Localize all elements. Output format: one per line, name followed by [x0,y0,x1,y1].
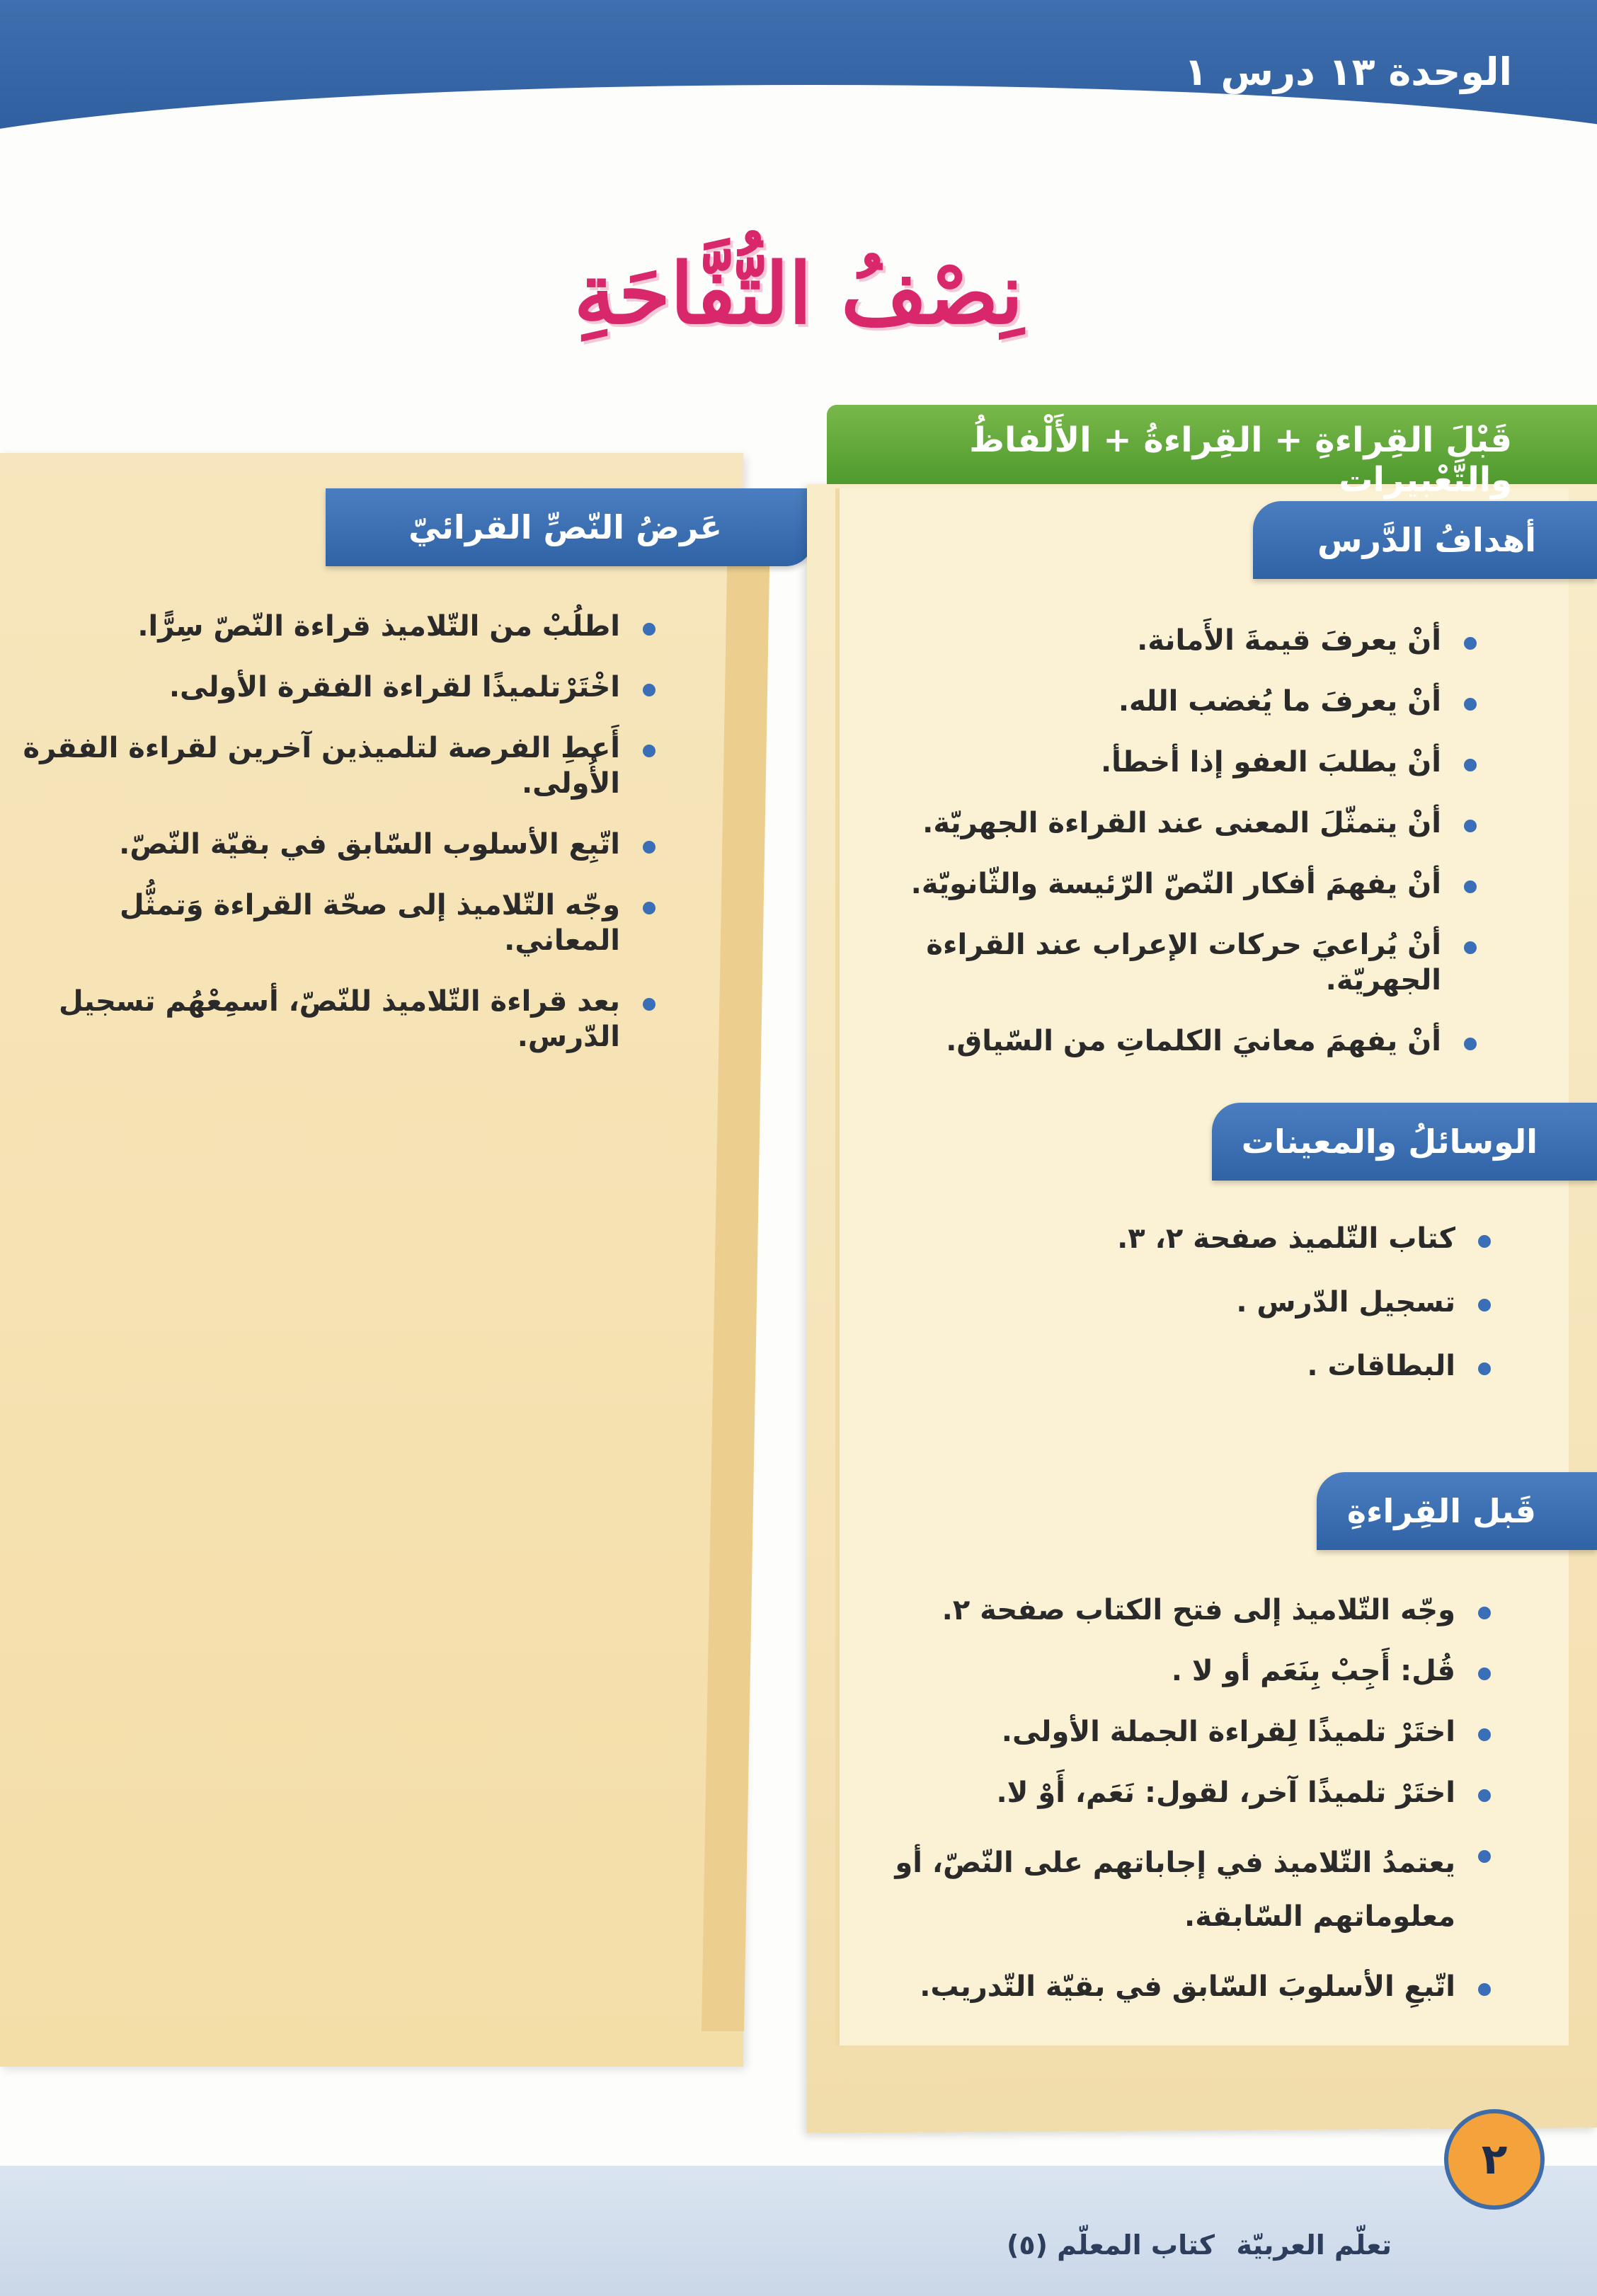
presentation-heading: عَرضُ النّصِّ القرائيّ [326,488,814,566]
list-item: وجّه التّلاميذ إلى صحّة القراءة وَتمثُّل المعاني. [18,888,656,958]
list-item: أَعطِ الفرصة لتلميذين آخرين لقراءة الفقرة الأُولى. [18,730,656,801]
objectives-heading: أهدافُ الدَّرس [1253,501,1597,579]
unit-lesson-label: الوحدة ١٣ درس ١ [1184,50,1512,94]
list-item: قُل: أَجِبْ بِنَعَم أو لا . [818,1653,1491,1689]
list-item: البطاقات . [818,1348,1491,1384]
list-item: اختَرْ تلميذًا آخر، لقول: نَعَم، أَوْ لا. [818,1775,1491,1810]
list-item: وجّه التّلاميذ إلى فتح الكتاب صفحة ٢. [818,1592,1491,1628]
list-item: أنْ يعرفَ ما يُغضب الله. [804,684,1477,719]
header-curve [0,85,1597,269]
lesson-title: نِصْفُ التُّفَّاحَةِ [573,244,1024,343]
list-item: أنْ يفهمَ أفكار النّصّ الرّئيسة والثّانويّة. [804,866,1477,902]
list-item: يعتمدُ التّلاميذ في إجاباتهم على النّصّ، أو معلوماتهم السّابقة. [818,1836,1491,1944]
footer-book-title: كتاب المعلّم (٥) [1007,2229,1215,2261]
list-item: اخْتَرْتلميذًا لقراءة الفقرة الأولى. [18,670,656,705]
prereading-list [818,1592,1491,2030]
list-item: كتاب التّلميذ صفحة ٢، ٣. [818,1221,1491,1256]
list-item: اختَرْ تلميذًا لِقراءة الجملة الأولى. [818,1714,1491,1750]
resources-list [818,1221,1491,1412]
list-item: أنْ يتمثّلَ المعنى عند القراءة الجهريّة. [804,805,1477,841]
list-item: أنْ يُراعيَ حركات الإعراب عند القراءة الجهريّة. [804,927,1477,998]
list-item: اتّبعِ الأسلوبَ السّابق في بقيّة التّدريب. [818,1969,1491,2004]
list-item: اتّبِع الأسلوب السّابق في بقيّة النّصّ. [18,827,656,862]
objectives-list [804,623,1477,1084]
list-item: أنْ يعرفَ قيمةَ الأَمانة. [804,623,1477,658]
list-item: بعد قراءة التّلاميذ للنّصّ، أسمِعْهُم تسجيل الدّرس. [18,984,656,1055]
presentation-list [18,609,656,1080]
list-item: اطلُبْ من التّلاميذ قراءة النّصّ سِرًّا. [18,609,656,644]
list-item: أنْ يفهمَ معانيَ الكلماتِ من السّياق. [804,1023,1477,1059]
list-item: أنْ يطلبَ العفو إذا أخطأ. [804,745,1477,780]
list-item: تسجيل الدّرس . [818,1285,1491,1320]
footer-subject: تعلّم العربيّة [1236,2229,1392,2261]
resources-heading: الوسائلُ والمعينات [1212,1103,1597,1181]
section-banner: قَبْلَ القِراءةِ + القِراءةُ + الأَلْفاظُ والتَّعْبيرات [827,405,1597,484]
prereading-heading: قَبل القِراءةِ [1317,1472,1597,1550]
page-number: ٢ [1444,2109,1545,2210]
